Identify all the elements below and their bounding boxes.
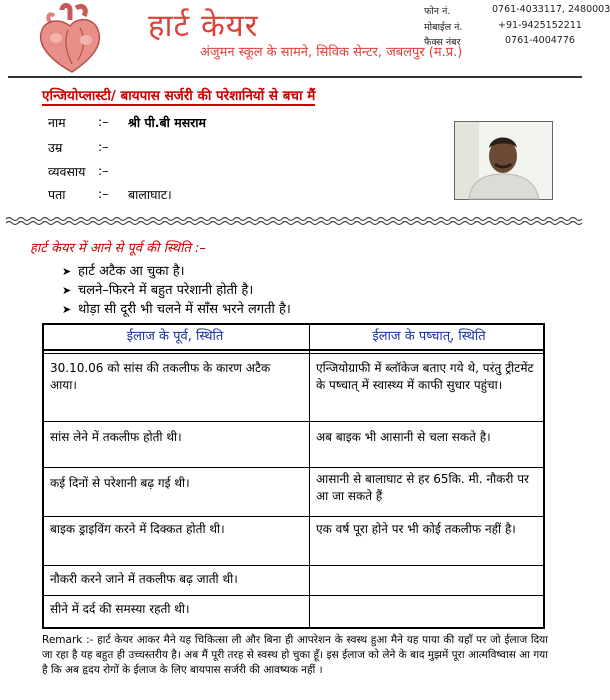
name-label: नाम xyxy=(48,115,66,130)
address-label: पता xyxy=(48,187,66,202)
list-item: ➤ हार्ट अटैक आ चुका है। xyxy=(62,264,185,279)
table-cell: एक वर्ष पूरा होने पर भी कोई तकलीफ नहीं है। xyxy=(316,522,516,536)
table-header-before: ईलाज के पूर्व, स्थिति xyxy=(126,329,224,344)
age-sep: :– xyxy=(98,139,109,154)
address: अंजुमन स्कूल के सामने, सिविक सेन्टर, जबलपुर (म.प्र.) xyxy=(200,45,463,60)
table-cell: बाइक ड्राइविंग करने में दिक्कत होती थी। xyxy=(50,522,225,536)
table-cell: आसानी से बालाघाट से हर 65कि. मी. नौकरी पर आ जा सकते हैं xyxy=(316,472,529,503)
occupation-label: व्यवसाय xyxy=(48,164,86,179)
table-cell: सीने में दर्द की समस्या रहती थी। xyxy=(50,602,190,616)
brand-title: हार्ट केयर xyxy=(148,8,259,44)
name-value: श्री पी.बी मसराम xyxy=(128,115,207,130)
list-item: ➤ थोड़ा सी दूरी भी चलने में साँस भरने लगती है। xyxy=(62,302,291,317)
table-cell: 30.10.06 को सांस की तकलीफ के कारण अटैक आया। xyxy=(50,361,271,392)
name-sep: :– xyxy=(98,114,109,129)
remark-text: Remark :- हार्ट केयर आकर मैने यह चिकित्सा ली और बिना ही आपरेशन के स्वस्थ हुआ मैने यह पाया की यहाँ पर जो ईलाज दिया जा रहा है यह बहुत ही उच्चस्तरीय है। अब मैं पूरी तरह से स्वस्थ हो चुका हूँ। इस ईलाज को लेने के बाद मुझमें पूरा आत्मविष्वास आ गया है कि अब हृदय रोगों के ईलाज के लिए बायपास सर्जरी की आवष्यक नहीं । xyxy=(42,634,548,676)
table-cell: नौकरी करने जाने में तकलीफ बढ़ जाती थी। xyxy=(50,572,238,586)
arrow-bullet-icon: ➤ xyxy=(62,284,72,297)
table-cell: अब बाइक भी आसानी से चला सकते है। xyxy=(316,430,491,444)
mobile-label: मोबाईल नं. xyxy=(424,22,463,33)
table-cell: कई दिनों से परेशानी बढ़ गई थी। xyxy=(50,476,190,490)
comparison-table xyxy=(42,323,545,629)
header-divider xyxy=(8,76,582,78)
section-divider xyxy=(6,216,584,226)
table-cell: एन्जियोग्राफी में ब्लॉकेज बताए गये थे, परंतु ट्रीटमेंट के पष्चात् में स्वास्थ्य में काफी सुधार पहुंचा। xyxy=(316,361,534,392)
table-header-after: ईलाज के पष्चात्, स्थिति xyxy=(372,329,486,344)
arrow-bullet-icon: ➤ xyxy=(62,303,72,316)
heart-anatomy-icon xyxy=(32,4,112,74)
table-cell: सांस लेने में तकलीफ होती थी। xyxy=(50,430,182,444)
phone-value: 0761-4033117, 2480003 xyxy=(492,4,610,15)
mobile-value: +91-9425152211 xyxy=(498,20,582,31)
fax-value: 0761-4004776 xyxy=(505,35,575,46)
list-item: ➤ चलने–फिरने में बहुत परेशानी होती है। xyxy=(62,283,254,298)
patient-photo xyxy=(454,121,553,200)
arrow-bullet-icon: ➤ xyxy=(62,265,72,278)
address-sep: :– xyxy=(98,186,109,201)
subheading: एन्जियोप्लास्टी/ बायपास सर्जरी की परेशानियों से बचा मैं xyxy=(42,88,316,104)
address-value: बालाघाट। xyxy=(128,187,172,202)
occupation-sep: :– xyxy=(98,163,109,178)
phone-label: फोन नं. xyxy=(424,6,451,17)
age-label: उम्र xyxy=(48,140,63,155)
fax-label: फैक्स नंबर xyxy=(424,37,461,48)
before-heading: हार्ट केयर में आने से पूर्व की स्थिति :– xyxy=(30,241,206,256)
